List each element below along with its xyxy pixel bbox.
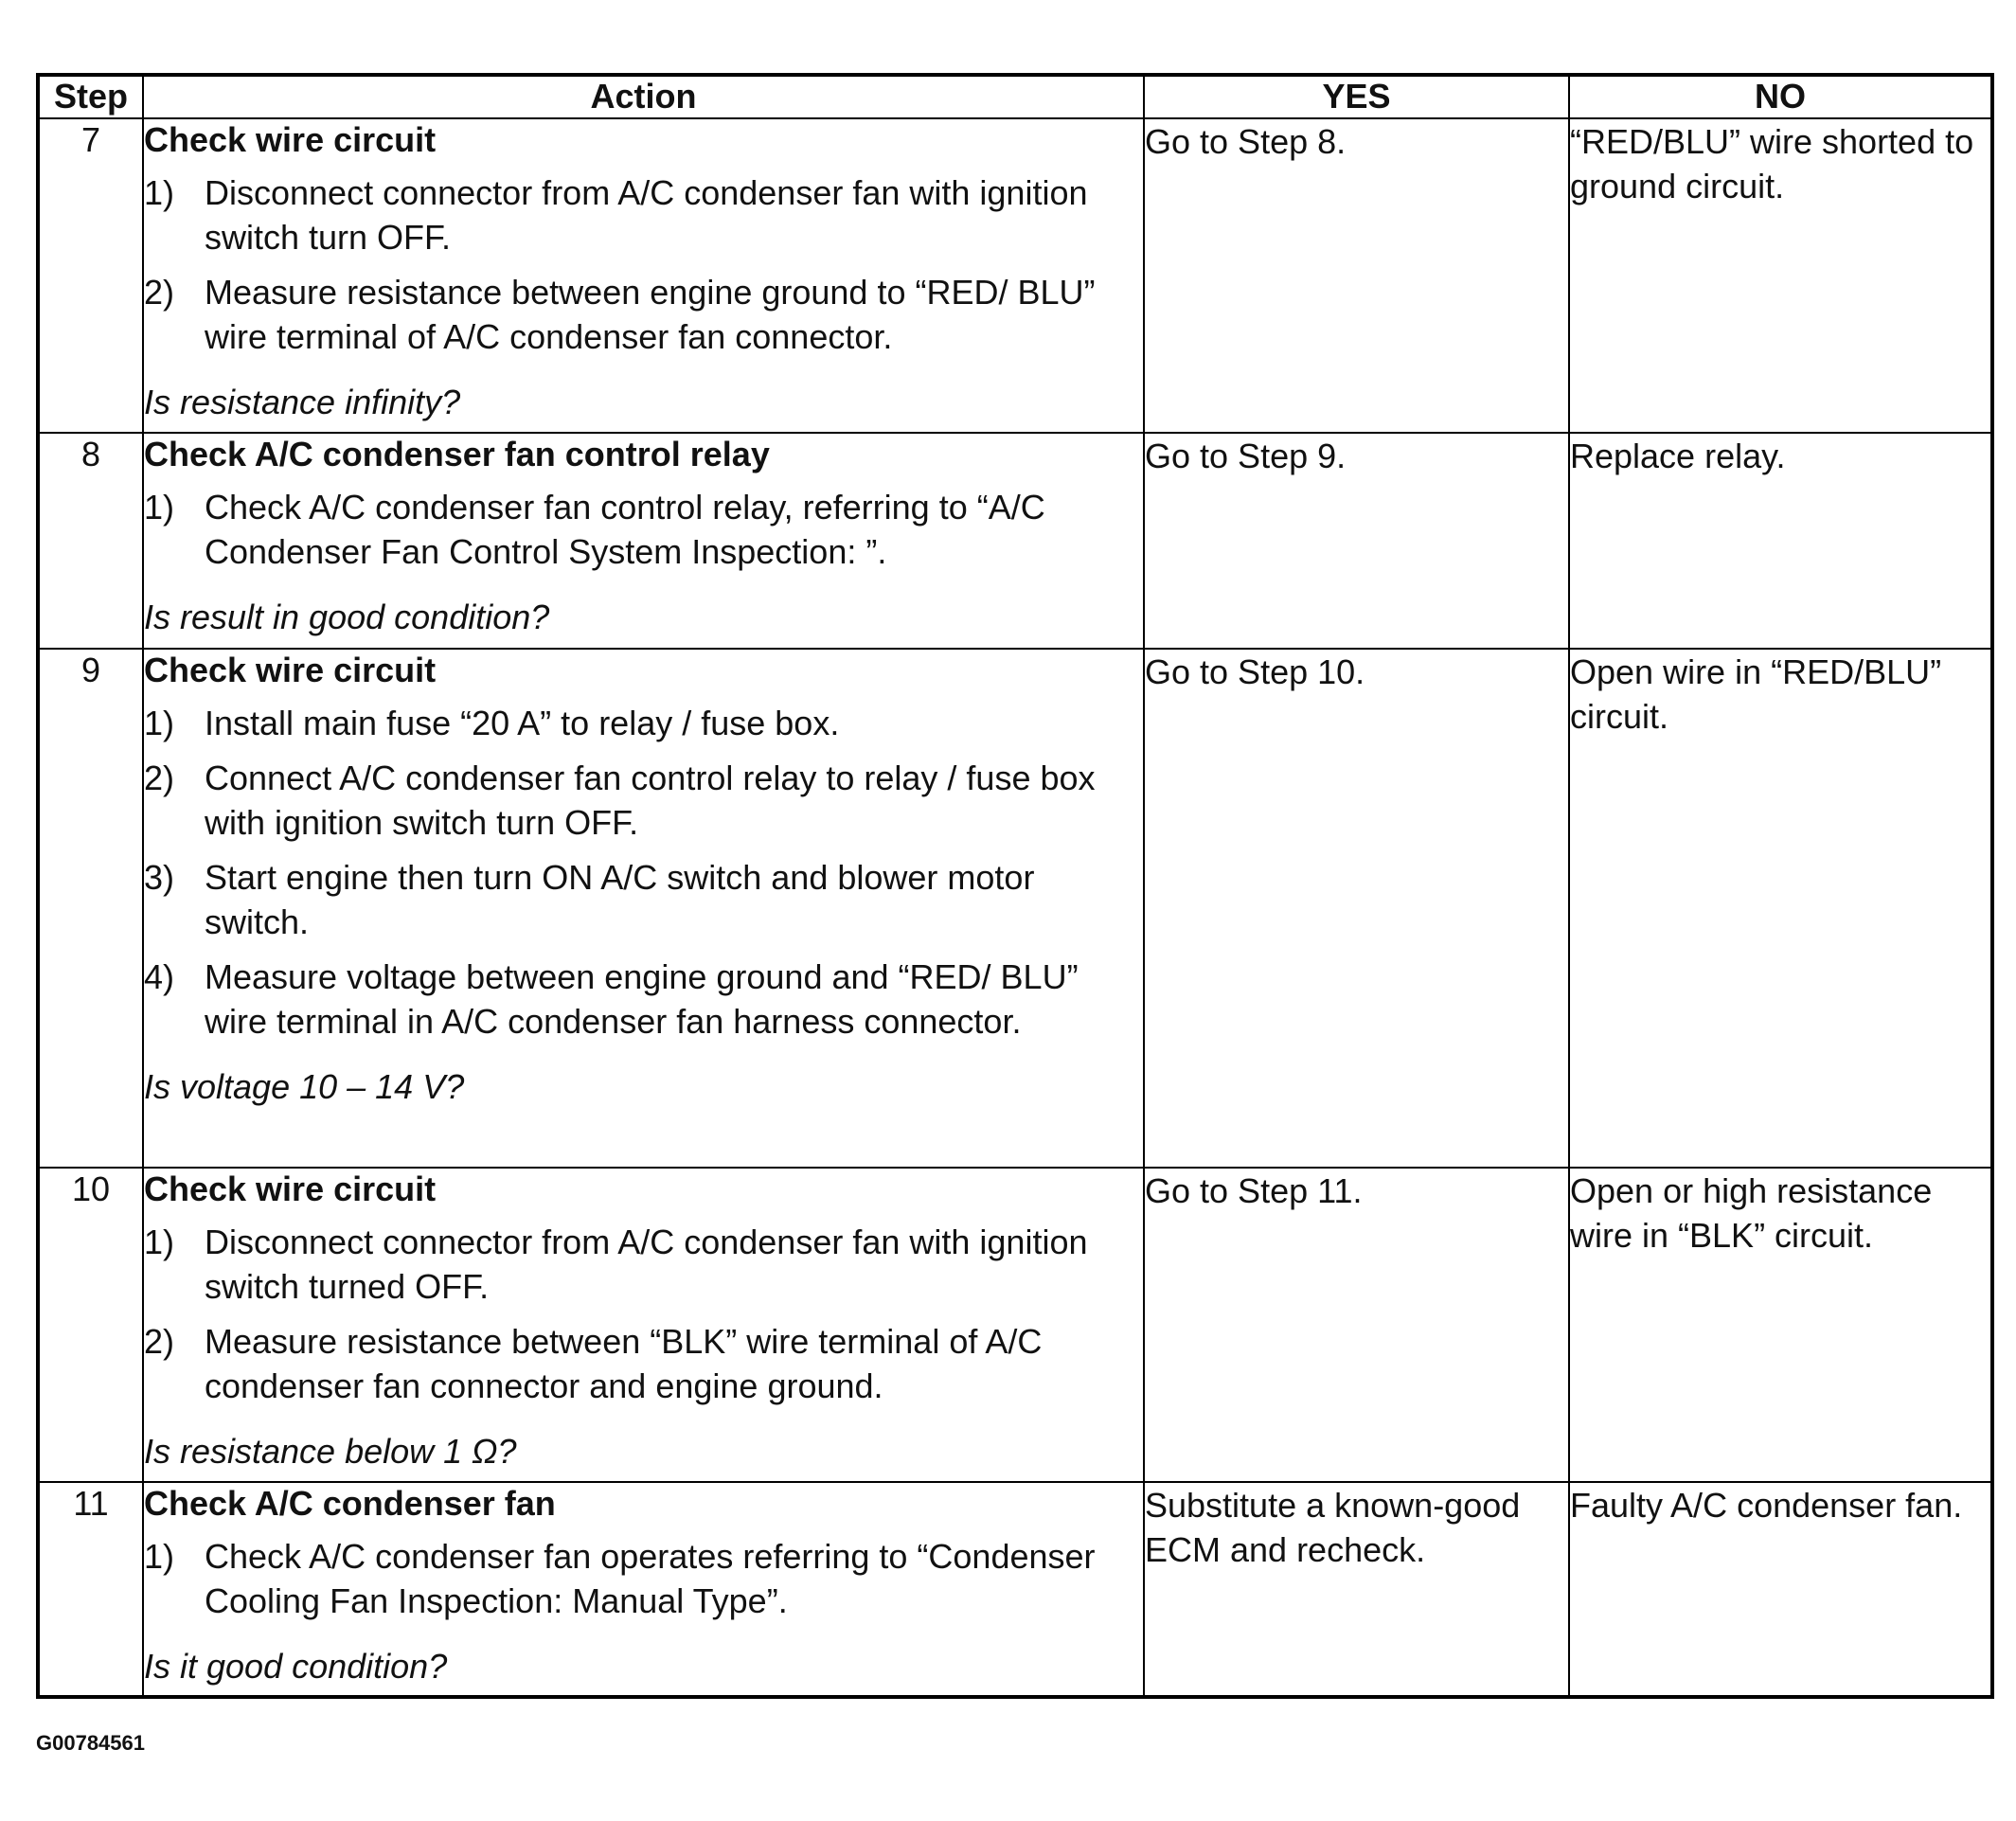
no-cell: Replace relay. bbox=[1569, 433, 1992, 649]
yes-cell: Substitute a known-good ECM and recheck. bbox=[1144, 1482, 1569, 1697]
header-no: NO bbox=[1569, 75, 1992, 118]
action-item-number: 3) bbox=[144, 858, 175, 897]
step-number: 10 bbox=[38, 1168, 143, 1482]
action-title: Check A/C condenser fan bbox=[144, 1484, 556, 1523]
action-item-text: Measure voltage between engine ground and “RED/ BLU” wire terminal in A/C condenser fan harness connector. bbox=[205, 957, 1079, 1041]
no-cell: “RED/BLU” wire shorted to ground circuit. bbox=[1569, 118, 1992, 433]
action-item bbox=[144, 1319, 1143, 1408]
action-item bbox=[144, 955, 1143, 1044]
action-cell bbox=[143, 649, 1144, 1168]
step-number: 9 bbox=[38, 649, 143, 1168]
action-item-number: 1) bbox=[144, 173, 175, 212]
header-action: Action bbox=[143, 75, 1144, 118]
step-number: 7 bbox=[38, 118, 143, 433]
action-item bbox=[144, 756, 1143, 845]
figure-id: G00784561 bbox=[36, 1731, 145, 1755]
action-item-number: 1) bbox=[144, 704, 175, 742]
action-item-number: 2) bbox=[144, 273, 175, 312]
action-item-text: Measure resistance between “BLK” wire terminal of A/C condenser fan connector and engine ground. bbox=[205, 1322, 1043, 1405]
table-row bbox=[38, 433, 1992, 649]
action-item-text: Measure resistance between engine ground to “RED/ BLU” wire terminal of A/C condenser fan connector. bbox=[205, 273, 1096, 356]
action-item bbox=[144, 855, 1143, 944]
action-item-text: Check A/C condenser fan control relay, referring to “A/C Condenser Fan Control System Inspection: ”. bbox=[205, 488, 1045, 571]
table-row bbox=[38, 649, 1992, 1168]
action-question: Is voltage 10 – 14 V? bbox=[144, 1067, 465, 1106]
action-item bbox=[144, 701, 1143, 745]
table-row bbox=[38, 1482, 1992, 1697]
header-row bbox=[38, 75, 1992, 118]
no-cell: Open wire in “RED/BLU” circuit. bbox=[1569, 649, 1992, 1168]
action-item-text: Connect A/C condenser fan control relay to relay / fuse box with ignition switch turn OFF. bbox=[205, 759, 1096, 842]
action-cell bbox=[143, 1168, 1144, 1482]
action-question: Is result in good condition? bbox=[144, 598, 550, 636]
action-cell bbox=[143, 433, 1144, 649]
action-title: Check A/C condenser fan control relay bbox=[144, 435, 770, 473]
action-item-number: 1) bbox=[144, 1537, 175, 1576]
no-cell: Open or high resistance wire in “BLK” circuit. bbox=[1569, 1168, 1992, 1482]
diagnostic-table bbox=[36, 73, 1994, 1699]
table-row bbox=[38, 1168, 1992, 1482]
no-cell: Faulty A/C condenser fan. bbox=[1569, 1482, 1992, 1697]
yes-cell: Go to Step 10. bbox=[1144, 649, 1569, 1168]
action-item-number: 2) bbox=[144, 759, 175, 797]
action-title: Check wire circuit bbox=[144, 120, 437, 159]
action-question: Is resistance infinity? bbox=[144, 383, 461, 421]
action-cell bbox=[143, 1482, 1144, 1697]
yes-cell: Go to Step 11. bbox=[1144, 1168, 1569, 1482]
action-question: Is it good condition? bbox=[144, 1647, 448, 1686]
action-item-text: Install main fuse “20 A” to relay / fuse box. bbox=[205, 704, 840, 742]
action-item-number: 2) bbox=[144, 1322, 175, 1361]
header-yes: YES bbox=[1144, 75, 1569, 118]
action-item-text: Start engine then turn ON A/C switch and blower motor switch. bbox=[205, 858, 1035, 941]
action-title: Check wire circuit bbox=[144, 651, 437, 689]
action-item-number: 1) bbox=[144, 488, 175, 527]
action-item bbox=[144, 170, 1143, 259]
action-item bbox=[144, 1534, 1143, 1623]
action-item bbox=[144, 1220, 1143, 1309]
action-item bbox=[144, 270, 1143, 359]
action-item-text: Check A/C condenser fan operates referring to “Condenser Cooling Fan Inspection: Manual Type”. bbox=[205, 1537, 1096, 1620]
action-question: Is resistance below 1 Ω? bbox=[144, 1432, 517, 1471]
yes-cell: Go to Step 9. bbox=[1144, 433, 1569, 649]
action-item bbox=[144, 485, 1143, 574]
action-item-text: Disconnect connector from A/C condenser fan with ignition switch turn OFF. bbox=[205, 173, 1088, 257]
step-number: 11 bbox=[38, 1482, 143, 1697]
step-number: 8 bbox=[38, 433, 143, 649]
table-row bbox=[38, 118, 1992, 433]
action-item-text: Disconnect connector from A/C condenser fan with ignition switch turned OFF. bbox=[205, 1223, 1088, 1306]
action-cell bbox=[143, 118, 1144, 433]
yes-cell: Go to Step 8. bbox=[1144, 118, 1569, 433]
action-item-number: 4) bbox=[144, 957, 175, 996]
header-step: Step bbox=[38, 75, 143, 118]
action-title: Check wire circuit bbox=[144, 1169, 437, 1208]
action-item-number: 1) bbox=[144, 1223, 175, 1261]
